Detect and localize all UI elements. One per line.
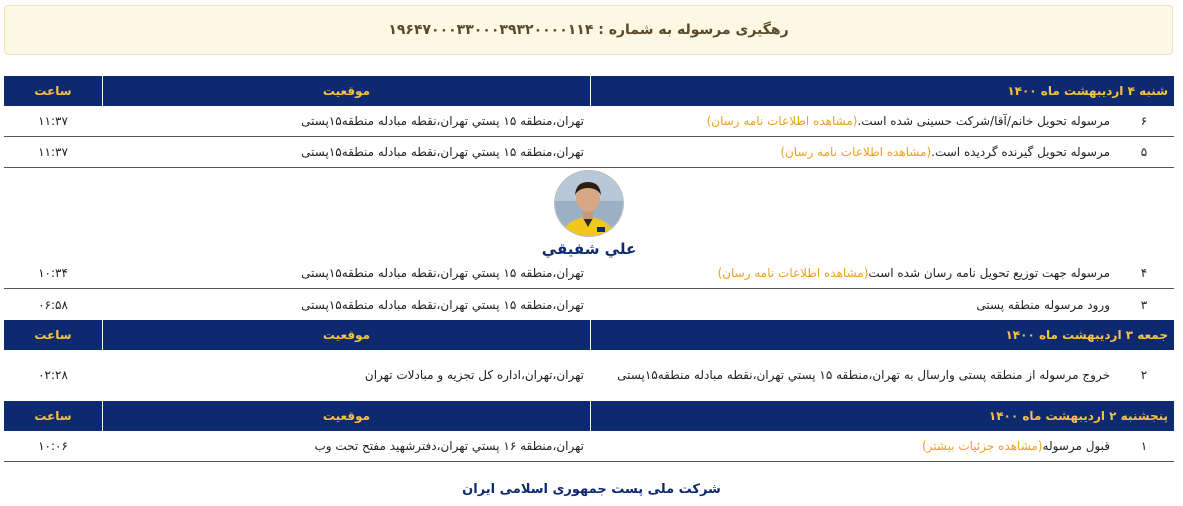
tracking-title: رهگیری مرسوله به شماره : ۱۹۶۴۷۰۰۰۳۳۰۰۰۳۹۳۲۰۰۰۰۱۱۴ [388, 22, 789, 38]
row-number: ۲ [1140, 368, 1148, 382]
row-location: تهران،تهران،اداره کل تجزیه و مبادلات تهران [364, 368, 584, 382]
row-description [590, 366, 1114, 384]
row-location: تهران،منطقه ۱۵ پستي تهران،نقطه مبادله منطقه۱۵پستی [301, 266, 584, 280]
row-description-text: قبول مرسوله [1042, 439, 1110, 453]
view-postman-info-link[interactable]: (مشاهده اطلاعات نامه رسان) [780, 145, 932, 159]
table-row [4, 350, 1174, 400]
day-date: جمعه ۳ اردیبهشت ماه ۱۴۰۰ [590, 320, 1174, 350]
location-column-header: موقعیت [102, 320, 590, 350]
table-row [4, 289, 1174, 320]
row-location: تهران،منطقه ۱۵ پستي تهران،نقطه مبادله منطقه۱۵پستی [301, 114, 584, 128]
table-row [4, 431, 1174, 462]
row-description-text: مرسوله تحویل خانم/آقا/شرکت حسینی شده است. [857, 114, 1110, 128]
time-column-header: ساعت [34, 84, 72, 98]
row-location: تهران،منطقه ۱۶ پستي تهران،دفترشهید مفتح تحت وب [314, 439, 584, 453]
row-time: ۰۶:۵۸ [38, 297, 68, 312]
day-table [4, 76, 1174, 320]
row-number: ۱ [1140, 439, 1148, 453]
row-number: ۵ [1140, 145, 1148, 159]
day-date: شنبه ۴ اردیبهشت ماه ۱۴۰۰ [590, 76, 1174, 106]
row-time: ۱۱:۳۷ [38, 114, 68, 128]
row-description-text: مرسوله جهت توزیع تحویل نامه رسان شده است [868, 266, 1110, 280]
day-table [4, 401, 1174, 462]
view-more-details-link[interactable]: (مشاهده جزئیات بیشتر) [921, 439, 1043, 453]
row-description-text: ورود مرسوله منطقه پستی [976, 297, 1110, 312]
footer-company-name: شرکت ملی پست جمهوری اسلامی ایران [462, 482, 721, 497]
day-header [4, 320, 1174, 350]
row-time: ۱۱:۳۷ [38, 145, 68, 159]
day-header [4, 401, 1174, 431]
avatar [554, 170, 624, 237]
row-time: ۱۰:۳۴ [38, 266, 68, 280]
location-column-header: موقعیت [102, 76, 590, 106]
day-date: پنجشنبه ۲ اردیبهشت ماه ۱۴۰۰ [590, 401, 1174, 431]
row-number: ۴ [1140, 266, 1148, 280]
time-column-header: ساعت [34, 409, 72, 423]
postman-card [4, 168, 1174, 258]
row-time: ۱۰:۰۶ [38, 439, 68, 453]
tracking-banner [4, 5, 1173, 55]
table-row [4, 106, 1174, 137]
row-description [590, 296, 1114, 314]
table-row [4, 258, 1174, 289]
postman-name: علي شفيقي [541, 240, 637, 258]
row-description-text: خروج مرسوله از منطقه پستی وارسال به تهران،منطقه ۱۵ پستي تهران،نقطه مبادله منطقه۱۵پستی [617, 368, 1110, 382]
row-number: ۶ [1140, 114, 1148, 128]
time-column-header: ساعت [34, 328, 72, 342]
row-time: ۰۲:۲۸ [38, 368, 68, 382]
row-description [590, 143, 1114, 161]
day-table [4, 320, 1174, 400]
row-description-text: مرسوله تحویل گیرنده گردیده است. [931, 145, 1110, 159]
view-postman-info-link[interactable]: (مشاهده اطلاعات نامه رسان) [706, 114, 858, 128]
row-description [590, 264, 1114, 282]
row-location: تهران،منطقه ۱۵ پستي تهران،نقطه مبادله منطقه۱۵پستی [301, 297, 584, 312]
table-row [4, 137, 1174, 168]
location-column-header: موقعیت [102, 401, 590, 431]
row-description [590, 437, 1114, 455]
row-number: ۳ [1140, 297, 1148, 312]
day-header [4, 76, 1174, 106]
row-location: تهران،منطقه ۱۵ پستي تهران،نقطه مبادله منطقه۱۵پستی [301, 145, 584, 159]
row-description [590, 112, 1114, 130]
view-postman-info-link[interactable]: (مشاهده اطلاعات نامه رسان) [717, 266, 869, 280]
